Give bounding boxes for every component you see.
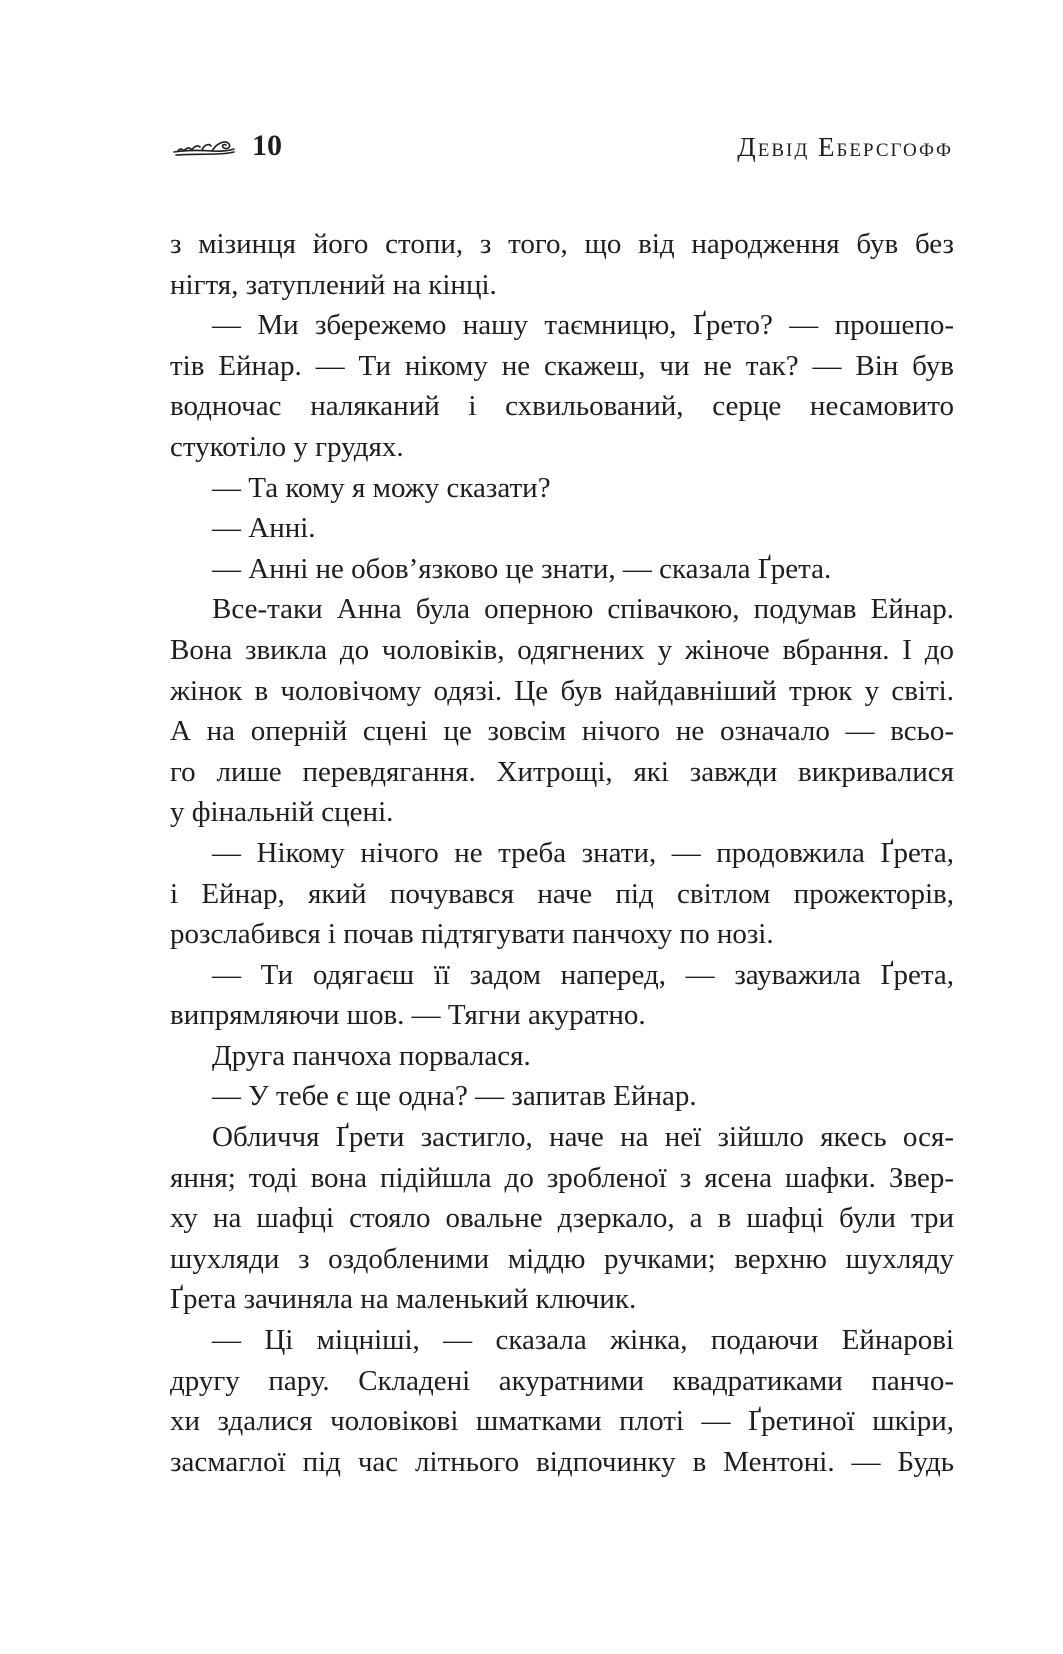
text-line: — Нікому нічого не треба знати, — продовжила Ґрета,	[212, 836, 954, 869]
text-line: — Ти одягаєш її задом наперед, — зауважила Ґрета,	[212, 958, 954, 991]
text-line: нігтя, затуплений на кінці.	[170, 268, 497, 301]
text-line: засмаглої під час літнього відпочинку в Ментоні. — Будь	[170, 1445, 954, 1478]
running-head-author: Девід Еберсгофф	[737, 132, 953, 162]
text-line: го лише перевдягання. Хитрощі, які завжди викривалися	[170, 755, 954, 788]
text-line: розслабився і почав підтягувати панчоху по нозі.	[170, 918, 774, 951]
swirl-ornament-icon	[172, 134, 236, 158]
text-line: — Та кому я можу сказати?	[212, 471, 551, 504]
text-line: у фінальній сцені.	[170, 796, 394, 829]
text-line: яння; тоді вона підійшла до зробленої з ясена шафки. Звер-	[170, 1161, 954, 1194]
text-line: випрямляючи шов. — Тягни акуратно.	[170, 999, 646, 1032]
text-line: і Ейнар, який почувався наче під світлом прожекторів,	[170, 877, 954, 910]
text-line: — Анні.	[212, 512, 316, 545]
text-line: шухляди з оздобленими міддю ручками; верхню шухляду	[170, 1242, 954, 1275]
text-line: — Ці міцніші, — сказала жінка, подаючи Ейнарові	[212, 1324, 954, 1357]
text-line: — Ми збережемо нашу таємницю, Ґрето? — прошепо-	[212, 309, 954, 342]
text-line: другу пару. Складені акуратними квадратиками панчо-	[170, 1364, 954, 1397]
text-line: Обличчя Ґрети застигло, наче на неї зійшло якесь ося-	[212, 1121, 954, 1154]
text-line: А на оперній сцені це зовсім нічого не означало — всьо-	[170, 715, 954, 748]
page-number: 10	[252, 129, 282, 162]
running-head	[0, 128, 1063, 172]
text-line: Вона звикла до чоловіків, одягнених у жіноче вбрання. І до	[170, 633, 954, 666]
text-line: стукотіло у грудях.	[170, 430, 404, 463]
body-text	[170, 224, 954, 1482]
text-line: ху на шафці стояло овальне дзеркало, а в шафці були три	[170, 1202, 954, 1235]
text-line: хи здалися чоловікові шматками плоті — Ґретиної шкіри,	[170, 1405, 954, 1438]
text-line: — Анні не обов’язково це знати, — сказала Ґрета.	[212, 552, 832, 585]
text-line: тів Ейнар. — Ти нікому не скажеш, чи не так? — Він був	[170, 349, 954, 382]
text-line: Все-таки Анна була оперною співачкою, подумав Ейнар.	[212, 593, 954, 626]
text-line: з мізинця його стопи, з того, що від народження був без	[170, 228, 954, 260]
text-line: Друга панчоха порвалася.	[212, 1039, 531, 1072]
text-line: жінок в чоловічому одязі. Це був найдавніший трюк у світі.	[170, 674, 954, 707]
text-line: водночас наляканий і схвильований, серце несамовито	[170, 390, 954, 423]
text-line: — У тебе є ще одна? — запитав Ейнар.	[212, 1080, 697, 1113]
text-line: Ґрета зачиняла на маленький ключик.	[170, 1283, 637, 1316]
